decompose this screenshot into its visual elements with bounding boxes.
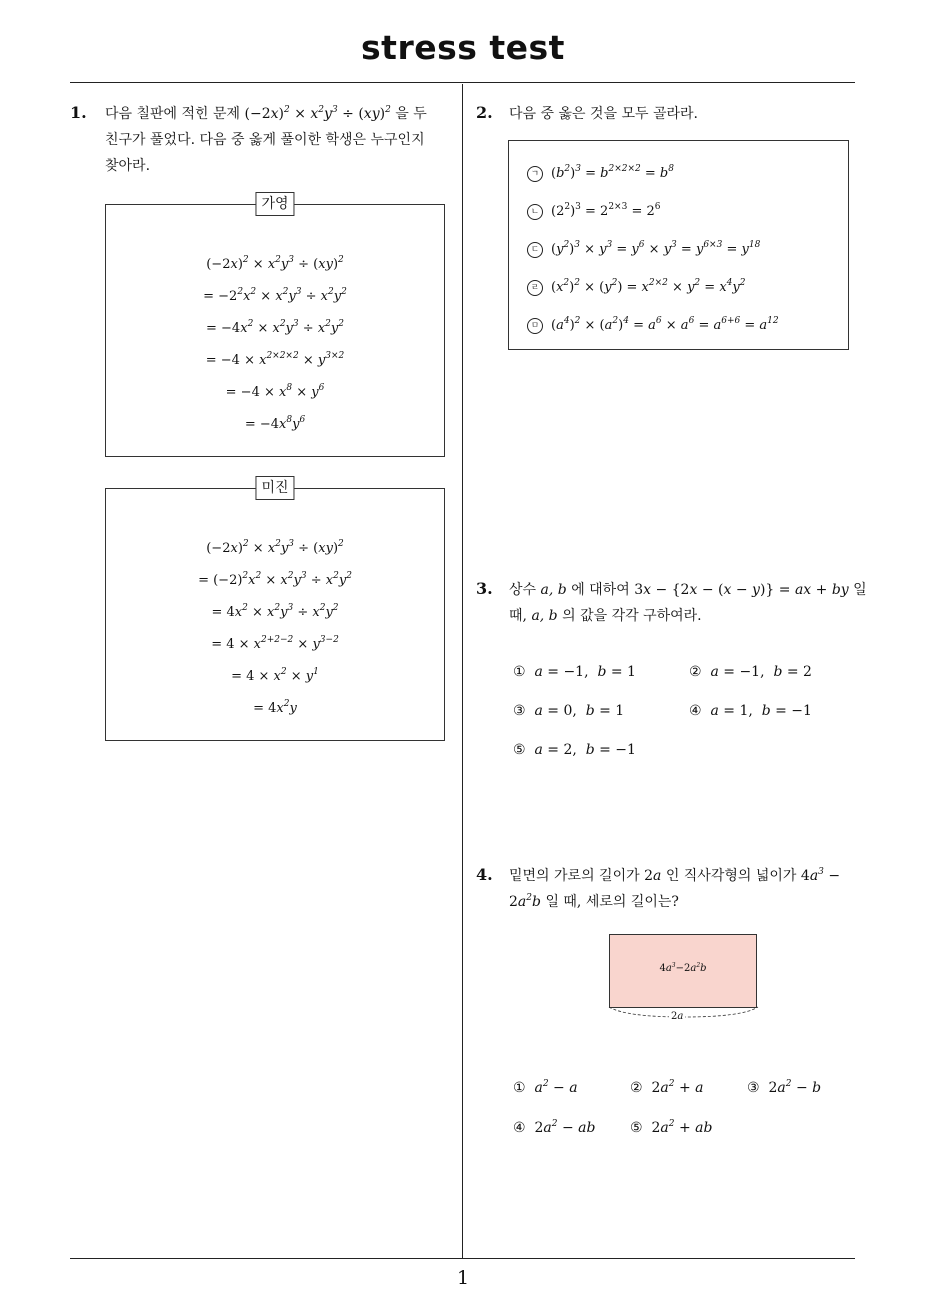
solution-step: = $4 \times x^2 \times y^1$ — [231, 667, 319, 684]
statement-marker: ㄹ — [527, 280, 543, 296]
question-2-number: 2. — [476, 103, 493, 122]
statement-nieun: ㄴ $(2^2)^3 = 2^{2\times 3} = 2^6$ — [527, 204, 661, 220]
header-rule — [70, 82, 855, 83]
question-3-number: 3. — [476, 579, 493, 598]
solution-step: = $-4 \times x^{2\times 2\times 2} \times y^{3\times 2}$ — [205, 351, 345, 368]
solution-step: $(-2x)^2 \times x^2y^3 \div (xy)^2$ — [206, 255, 344, 272]
question-4-number: 4. — [476, 865, 493, 884]
statement-rieul: ㄹ $(x^2)^2 \times (y^2) = x^{2\times 2} \times y^2 = x^4y^2$ — [527, 280, 746, 296]
solution-step: = $-4x^2 \times x^2y^3 \div x^2y^2$ — [206, 319, 344, 336]
solution-box-label: 가영 — [255, 192, 294, 216]
solution-box-label: 미진 — [255, 476, 294, 500]
column-divider — [462, 84, 463, 1258]
statement-marker: ㄷ — [527, 242, 543, 258]
choice-5[interactable]: ⑤ a = 2, b = −1 — [513, 742, 636, 758]
area-label: $4a^3-2a^2b$ — [659, 962, 707, 974]
solution-step: = $4x^2 \times x^2y^3 \div x^2y^2$ — [211, 603, 339, 620]
question-4-text: 밑면의 가로의 길이가 2a 인 직사각형의 넓이가 $4a^3$ − $2a^2b$ 일 때, 세로의 길이는? — [509, 867, 841, 910]
question-1-text: 다음 칠판에 적힌 문제 $(-2x)^2 \times x^2y^3 \div (xy)^2$ 을 두 친구가 풀었다. 다음 중 옳게 풀이한 학생은 누구인지 찾아라. — [105, 105, 427, 174]
question-2-text: 다음 중 옳은 것을 모두 골라라. — [509, 106, 698, 122]
document-title: stress test — [361, 28, 565, 67]
footer-rule — [70, 1258, 855, 1259]
solution-step: = $(-2)^2x^2 \times x^2y^3 \div x^2y^2$ — [198, 571, 352, 588]
statement-marker: ㄴ — [527, 204, 543, 220]
width-label: 2a — [671, 1011, 684, 1022]
choice-4[interactable]: ④ a = 1, b = −1 — [689, 703, 812, 719]
choice-2[interactable]: ② a = −1, b = 2 — [689, 664, 812, 680]
choice-2[interactable]: ② $2a^2 + a$ — [630, 1079, 704, 1096]
choice-4[interactable]: ④ $2a^2$ − ab — [513, 1119, 596, 1136]
solution-step: = $-2^2x^2 \times x^2y^3 \div x^2y^2$ — [203, 287, 347, 304]
choice-3[interactable]: ③ a = 0, b = 1 — [513, 703, 625, 719]
solution-box-gayoung — [105, 196, 445, 457]
page-number: 1 — [456, 1267, 470, 1289]
choice-1[interactable]: ① $a^2 - a$ — [513, 1079, 578, 1096]
solution-step: = $4x^2y$ — [253, 699, 297, 716]
choice-5[interactable]: ⑤ $2a^2$ + ab — [630, 1119, 713, 1136]
question-3-text: 상수 a, b 에 대하여 3x − {2x − (x − y)} = ax + by 일 때, a, b 의 값을 각각 구하여라. — [509, 582, 867, 624]
solution-step: = $-4x^8y^6$ — [244, 415, 306, 432]
question-1-number: 1. — [70, 103, 87, 122]
solution-step: = $-4 \times x^8 \times y^6$ — [225, 383, 325, 400]
choice-1[interactable]: ① a = −1, b = 1 — [513, 664, 636, 680]
rectangle-figure — [609, 934, 757, 1008]
choice-3[interactable]: ③ $2a^2 - b$ — [747, 1079, 822, 1096]
statement-digeut: ㄷ $(y^2)^3 \times y^3 = y^6 \times y^3 = y^{6\times 3} = y^{18}$ — [527, 242, 760, 258]
statement-mieum: ㅁ $(a^4)^2 \times (a^2)^4 = a^6 \times a^6 = a^{6+6} = a^{12}$ — [527, 318, 779, 334]
solution-step: $(-2x)^2 \times x^2y^3 \div (xy)^2$ — [206, 539, 344, 556]
solution-box-mijin — [105, 480, 445, 741]
statement-giyeok: ㄱ $(b^2)^3 = b^{2\times 2\times 2} = b^8$ — [527, 166, 674, 182]
statement-marker: ㄱ — [527, 166, 543, 182]
statement-box — [508, 140, 849, 350]
statement-marker: ㅁ — [527, 318, 543, 334]
solution-step: = $4 \times x^{2+2-2} \times y^{3-2}$ — [211, 635, 339, 652]
